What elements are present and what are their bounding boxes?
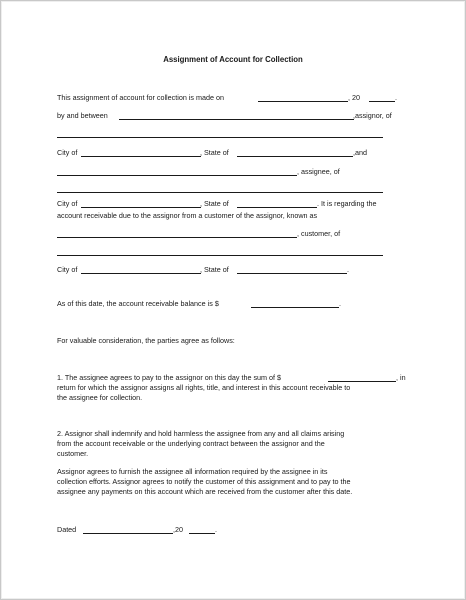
assignee-city-blank[interactable]	[81, 207, 201, 208]
made-on-text: This assignment of account for collection is made on	[57, 93, 224, 102]
clause-1-in-text: , in	[396, 373, 406, 382]
clause-3-line-1: Assignor agrees to furnish the assignee all information required by the assignee in its	[57, 467, 328, 476]
regarding-text: . It is regarding the	[317, 199, 377, 208]
city-label: City of	[57, 199, 78, 208]
customer-address-blank[interactable]	[57, 255, 383, 256]
consideration-text: For valuable consideration, the parties agree as follows:	[57, 336, 235, 345]
assignee-address-blank[interactable]	[57, 192, 383, 193]
dated-year-prefix: ,20	[173, 525, 183, 534]
assignor-address-blank[interactable]	[57, 137, 383, 138]
assignee-state-blank[interactable]	[237, 207, 317, 208]
clause-1-line-1: 1. The assignee agrees to pay to the assignor on this day the sum of $	[57, 373, 282, 382]
clause-3-line-2: collection efforts. Assignor agrees to notify the customer of this assignment and to pay to the	[57, 477, 351, 486]
document-title: Assignment of Account for Collection	[163, 55, 303, 64]
city-label: City of	[57, 265, 78, 274]
customer-of-text: , customer, of	[297, 229, 341, 238]
dated-year-blank[interactable]	[189, 533, 215, 534]
assignor-state-blank[interactable]	[237, 156, 353, 157]
assignee-name-blank[interactable]	[57, 175, 297, 176]
state-label: , State of	[200, 148, 229, 157]
balance-blank[interactable]	[251, 307, 339, 308]
period-text: .	[347, 265, 349, 274]
clause-1-line-2: return for which the assignor assigns all rights, title, and interest in this account receivable to	[57, 383, 351, 392]
date-blank[interactable]	[258, 101, 348, 102]
dated-blank[interactable]	[83, 533, 173, 534]
state-label: , State of	[200, 199, 229, 208]
balance-text: As of this date, the account receivable balance is $	[57, 299, 219, 308]
clause-1-line-3: the assignee for collection.	[57, 393, 143, 402]
by-and-between-text: by and between	[57, 111, 108, 120]
clause-3-line-3: assignee any payments on this account which are received from the customer after this date.	[57, 487, 353, 496]
assignor-name-blank[interactable]	[119, 119, 354, 120]
period-text: .	[395, 93, 397, 102]
assignor-city-blank[interactable]	[81, 156, 201, 157]
clause-2-line-2: from the account receivable or the underlying contract between the assignor and the	[57, 439, 325, 448]
clause-2-line-1: 2. Assignor shall indemnify and hold harmless the assignee from any and all claims arising	[57, 429, 345, 438]
clause-2-line-3: customer.	[57, 449, 89, 458]
assignee-of-text: , assignee, of	[297, 167, 340, 176]
city-label: City of	[57, 148, 78, 157]
account-receivable-text: account receivable due to the assignor from a customer of the assignor, known as	[57, 211, 318, 220]
assignor-of-text: ,assignor, of	[353, 111, 392, 120]
period-text: .	[339, 299, 341, 308]
customer-name-blank[interactable]	[57, 237, 297, 238]
dated-label: Dated	[57, 525, 77, 534]
year-prefix-text: , 20	[348, 93, 360, 102]
year-blank[interactable]	[369, 101, 395, 102]
customer-state-blank[interactable]	[237, 273, 347, 274]
and-text: ,and	[353, 148, 367, 157]
state-label: , State of	[200, 265, 229, 274]
period-text: .	[215, 525, 217, 534]
customer-city-blank[interactable]	[81, 273, 201, 274]
sum-blank[interactable]	[328, 381, 396, 382]
